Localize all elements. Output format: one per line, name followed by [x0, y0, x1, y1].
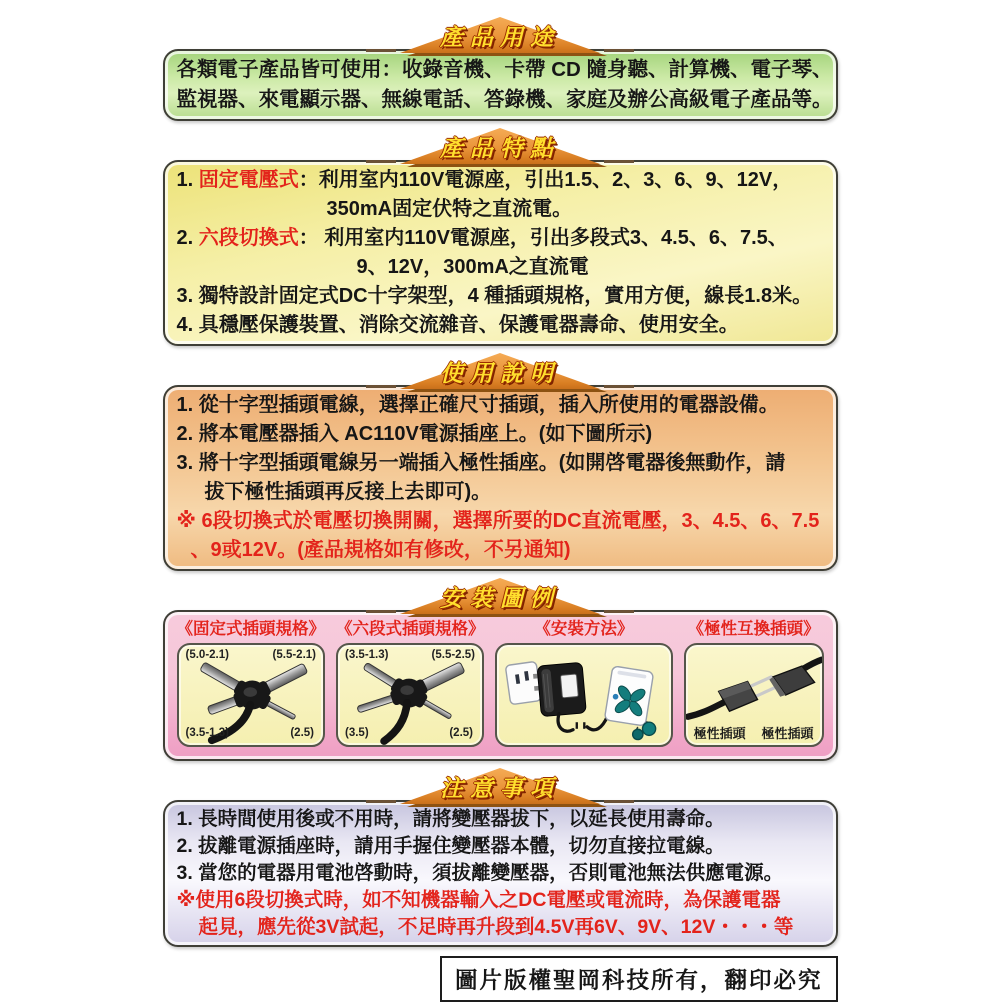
section-title-usage: 產品用途	[440, 24, 560, 51]
feature-label: 固定電壓式	[198, 169, 299, 191]
section-header-instructions	[380, 352, 620, 392]
section-header-features	[380, 127, 620, 167]
polarity-plug-caption: 極性插頭	[693, 726, 746, 741]
section-header-diagram	[380, 577, 620, 617]
section-title-diagram: 安裝圖例	[440, 585, 560, 612]
feature-item-cont: 9、12V，300mA之直流電	[356, 256, 589, 278]
section-header-usage	[380, 16, 620, 56]
feature-label: 六段切換式	[198, 227, 299, 249]
caution-item: 1. 長時間使用後或不用時，請將變壓器拔下，以延長使用壽命。	[176, 808, 725, 830]
panel-polarity-plug	[684, 618, 824, 747]
caution-item: 3. 當您的電器用電池啓動時，須拔離變壓器，否則電池無法供應電源。	[176, 862, 784, 884]
usage-line: 監視器、來電顯示器、無線電話、答錄機、家庭及辦公高級電子產品等。	[176, 88, 833, 111]
feature-item: 4. 具穩壓保護裝置、消除交流雜音、保護電器壽命、使用安全。	[176, 314, 739, 336]
caution-note: ※使用6段切換式時，如不知機器輸入之DC電壓或電流時，為保護電器	[176, 889, 781, 911]
caution-item: 2. 拔離電源插座時，請用手握住變壓器本體，切勿直接拉電線。	[176, 835, 725, 857]
panel-title: 《安裝方法》	[534, 620, 634, 638]
plug-size-label: (5.0-2.1)	[185, 649, 229, 661]
diagram-box	[163, 610, 838, 761]
usage-box	[163, 49, 838, 121]
feature-item: 1. 固定電壓式：利用室内110V電源座，引出1.5、2、3、6、9、12V，	[176, 169, 793, 191]
usage-line: 各類電子產品皆可使用：收錄音機、卡帶 CD 隨身聽、計算機、電子琴、	[176, 58, 833, 81]
section-title-cautions: 注意事項	[440, 775, 560, 802]
instruction-note-cont: 、9或12V。(產品規格如有修改，不另通知)	[190, 539, 571, 561]
feature-item: 3. 獨特設計固定式DC十字架型，4 種插頭規格，實用方便，線長1.8米。	[176, 285, 813, 307]
plug-size-label: (2.5)	[449, 727, 473, 739]
feature-item: 2. 六段切換式： 利用室内110V電源座，引出多段式3、4.5、6、7.5、	[176, 227, 788, 249]
polarity-plug-illustration	[684, 643, 824, 747]
plug-size-label: (5.5-2.1)	[272, 649, 316, 661]
cautions-box	[163, 800, 838, 947]
instruction-item: 1. 從十字型插頭電線，選擇正確尺寸插頭，插入所使用的電器設備。	[176, 394, 779, 416]
plug-size-label: (2.5)	[290, 727, 314, 739]
instructions-box	[163, 385, 838, 571]
plug-size-label: (3.5-1.3)	[185, 727, 229, 739]
panel-install-method	[495, 618, 673, 747]
feature-item-cont: 350mA固定伏特之直流電。	[326, 198, 573, 220]
instruction-item: 3. 將十字型插頭電線另一端插入極性插座。(如開啓電器後無動作，請	[176, 452, 786, 474]
diagram-panels	[177, 618, 824, 747]
instruction-item-cont: 拔下極性插頭再反接上去即可)。	[204, 481, 492, 503]
adapter-outlet-cd-player-icon	[497, 645, 671, 745]
polarity-plug-caption: 極性插頭	[761, 726, 814, 741]
section-title-instructions: 使用說明	[440, 360, 560, 387]
panel-title: 《六段式插頭規格》	[336, 620, 485, 638]
plug-size-label: (3.5-1.3)	[345, 649, 389, 661]
page	[163, 0, 838, 1002]
panel-fixed-plug	[177, 618, 326, 747]
plug-size-label: (3.5)	[345, 727, 369, 739]
features-box	[163, 160, 838, 346]
section-header-cautions	[380, 767, 620, 807]
instruction-item: 2. 將本電壓器插入 AC110V電源插座上。(如下圖所示)	[176, 423, 653, 445]
plug-size-label: (5.5-2.5)	[431, 649, 475, 661]
panel-title: 《固定式插頭規格》	[176, 620, 325, 638]
instruction-note: ※ 6段切換式於電壓切換開關，選擇所要的DC直流電壓，3、4.5、6、7.5	[176, 510, 820, 532]
caution-note-cont: 起見，應先從3V試起，不足時再升段到4.5V再6V、9V、12V・・・等	[198, 916, 794, 938]
install-method-illustration	[495, 643, 673, 747]
section-title-features: 產品特點	[440, 135, 560, 162]
six-step-plug-illustration	[336, 643, 484, 747]
panel-title: 《極性互換插頭》	[687, 620, 820, 638]
copyright-notice: 圖片版權聖岡科技所有，翻印必究	[440, 956, 838, 1002]
panel-six-step-plug	[336, 618, 484, 747]
fixed-plug-illustration	[177, 643, 326, 747]
